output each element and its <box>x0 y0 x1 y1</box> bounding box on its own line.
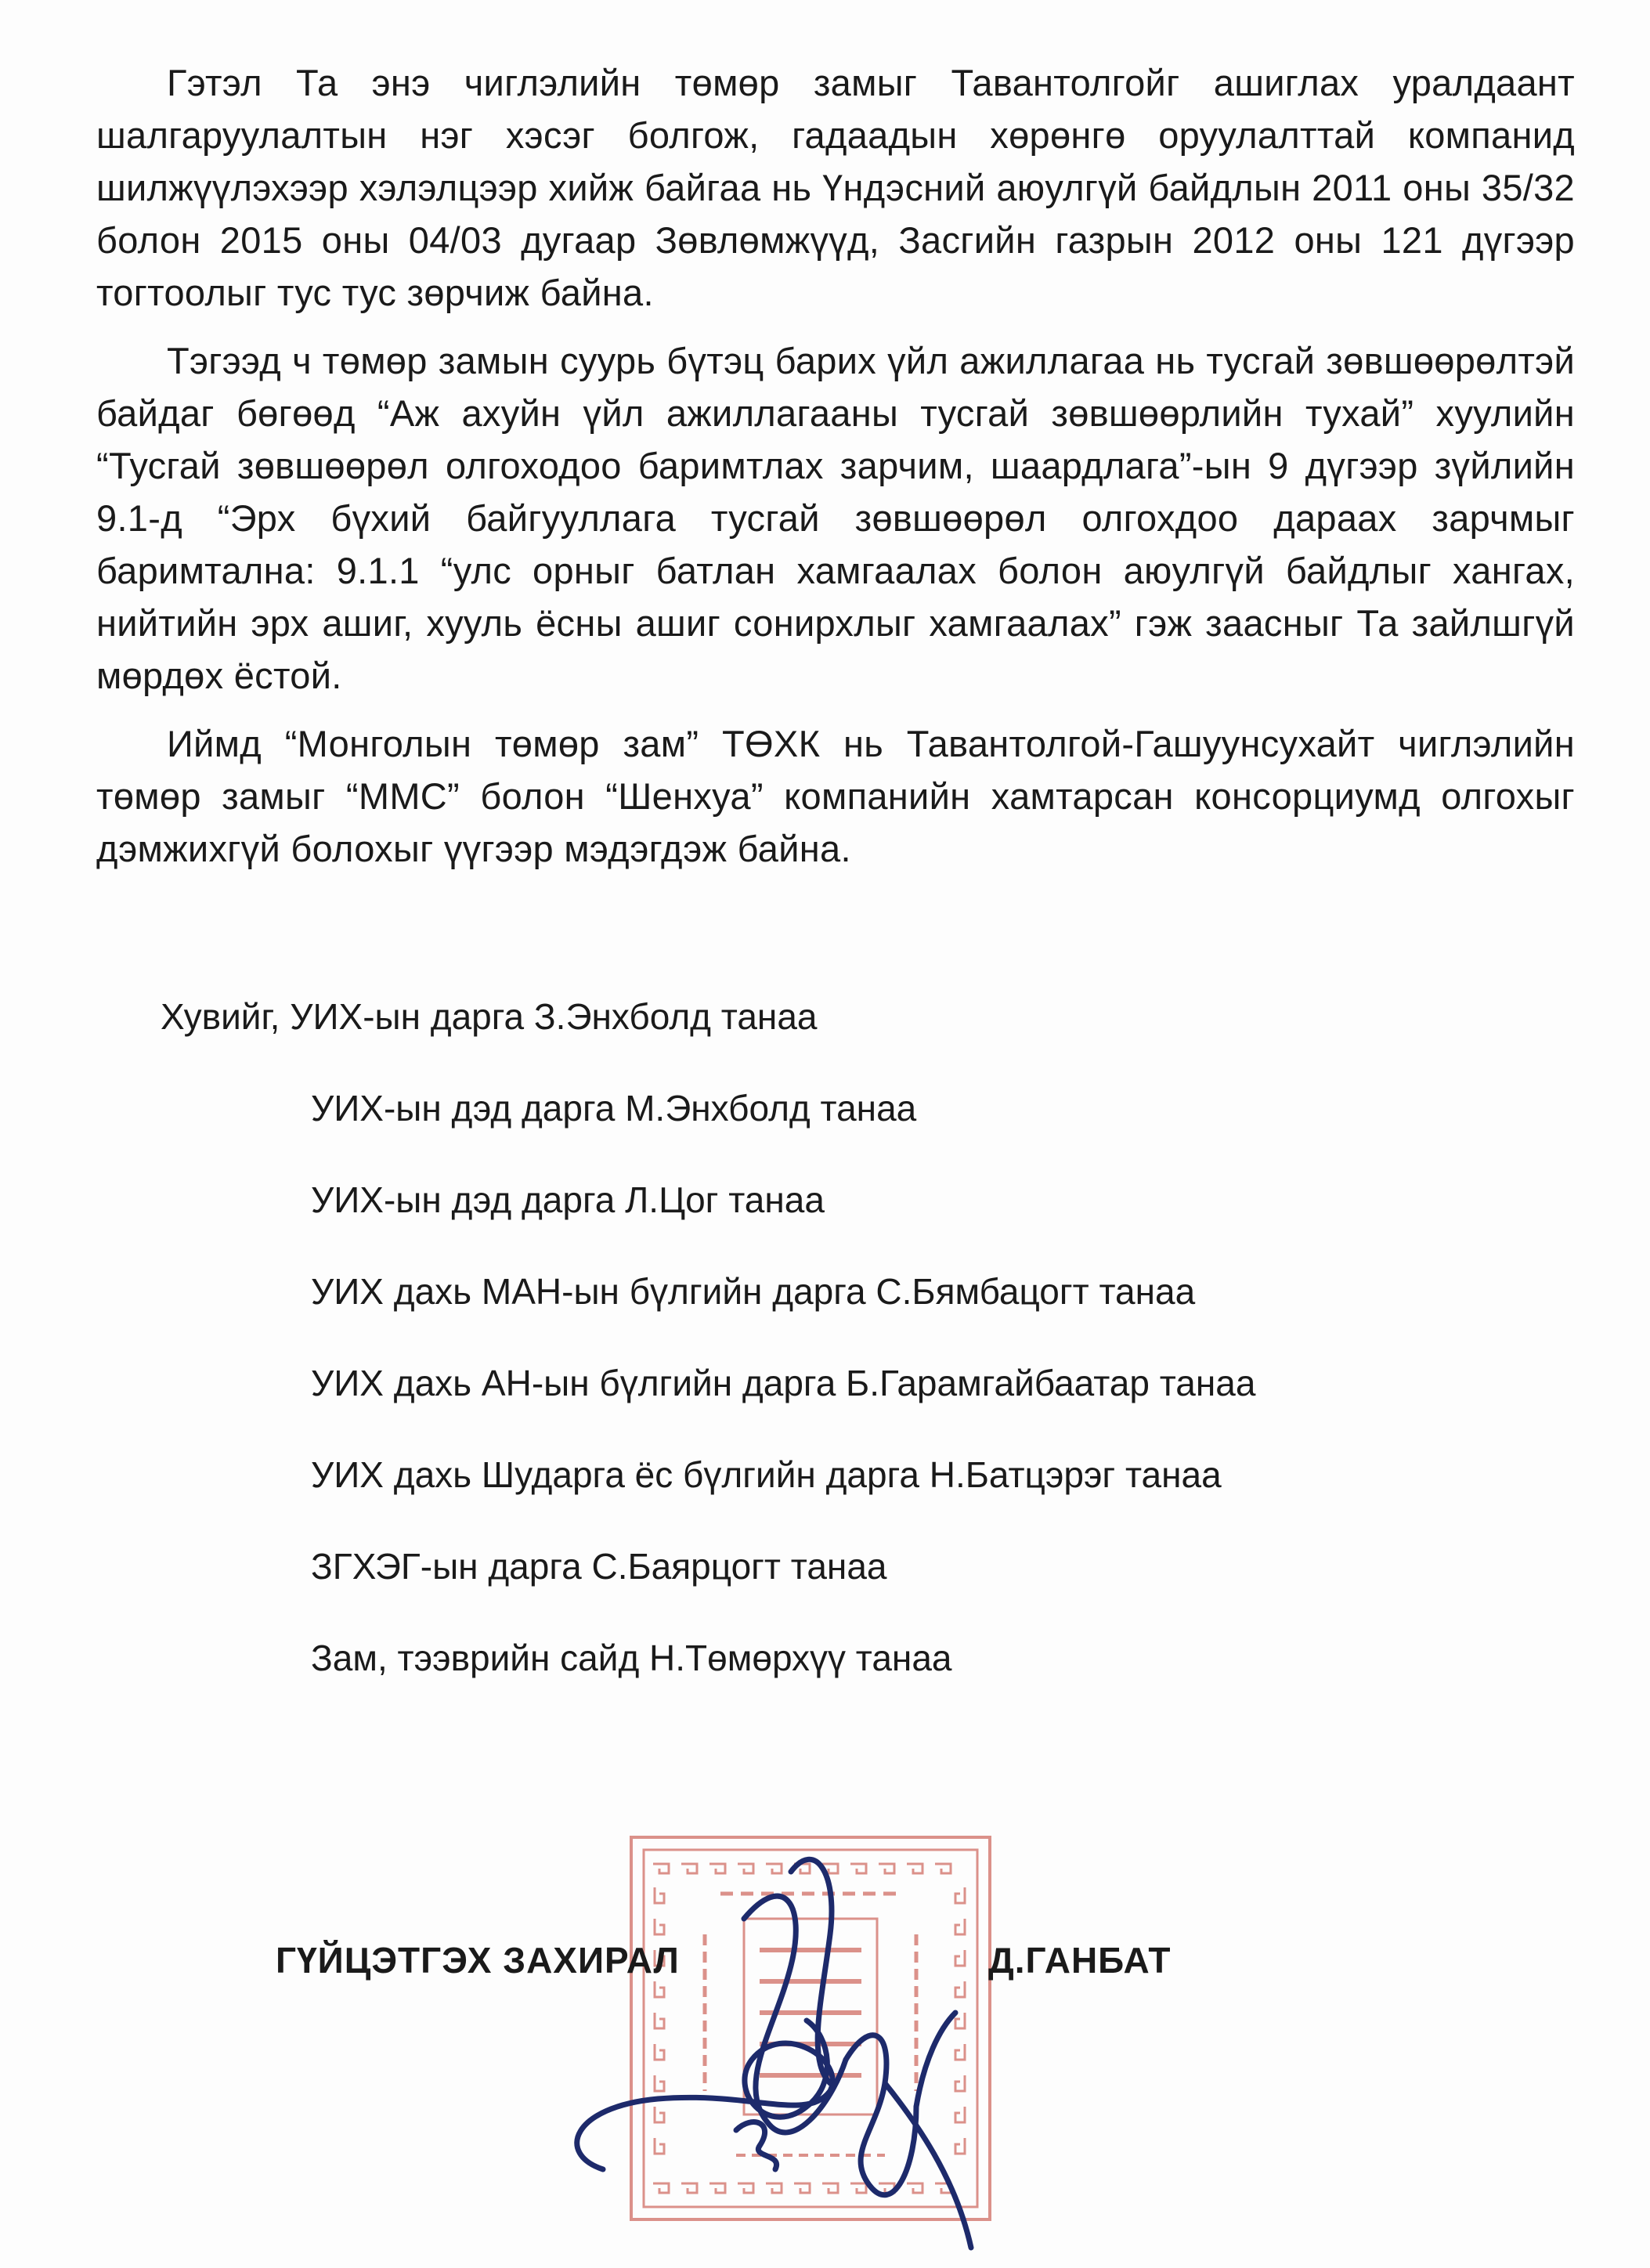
letter-body <box>96 56 1575 890</box>
signatory-name: Д.ГАНБАТ <box>988 1940 1172 1981</box>
recipient-item: Зам, тээврийн сайд Н.Төмөрхүү танаа <box>311 1638 952 1678</box>
signature-block <box>0 1801 1650 2268</box>
paragraph-2: Тэгээд ч төмөр замын суурь бүтэц барих үйл ажиллагаа нь тусгай зөвшөөрөлтэй байдаг бөгөөд “Аж ахуйн үйл ажиллагааны тусгай зөвшөөрлийн тухай” хуулийн “Тусгай зөвшөөрөл олгоходоо баримтлах зарчим, шаардлага”-ын 9 дүгээр зүйлийн 9.1-д “Эрх бүхий байгууллага тусгай зөвшөөрөл олгохдоо дараах зарчмыг баримтална: 9.1.1 “улс орныг батлан хамгаалах болон аюулгүй байдлыг хангах, нийтийн эрх ашиг, хууль ёсны ашиг сонирхлыг хамгаалах” гэж заасныг Та зайлшгүй мөрдөх ёстой. <box>96 340 1575 696</box>
recipient-item: УИХ дахь МАН-ын бүлгийн дарга С.Бямбацогт танаа <box>311 1271 1196 1312</box>
paragraph-3: Иймд “Монголын төмөр зам” ТӨХК нь Тавантолгой-Гашуунсухайт чиглэлийн төмөр замыг “ММС” болон “Шенхуа” компанийн хамтарсан консорциумд олгохыг дэмжихгүй болохыг үүгээр мэдэгдэж байна. <box>96 723 1575 869</box>
signatory-title: ГҮЙЦЭТГЭХ ЗАХИРАЛ <box>276 1940 680 1981</box>
copy-recipients-list <box>161 971 1492 1704</box>
paragraph-1: Гэтэл Та энэ чиглэлийн төмөр замыг Тавантолгойг ашиглах уралдаант шалгаруулалтын нэг хэсэг болгож, гадаадын хөрөнгө оруулалттай компанид шилжүүлэхээр хэлэлцээр хийж байгаа нь Үндэсний аюулгүй байдлын 2011 оны 35/32 болон 2015 оны 04/03 дугаар Зөвлөмжүүд, Засгийн газрын 2012 оны 121 дүгээр тогтоолыг тус тус зөрчиж байна. <box>96 62 1575 313</box>
recipient-lead: Хувийг, УИХ-ын дарга З.Энхболд танаа <box>161 996 818 1037</box>
recipient-item: УИХ-ын дэд дарга Л.Цог танаа <box>311 1179 825 1220</box>
recipient-item: ЗГХЭГ-ын дарга С.Баярцогт танаа <box>311 1546 887 1587</box>
recipient-item: УИХ-ын дэд дарга М.Энхболд танаа <box>311 1088 917 1129</box>
handwritten-signature <box>548 1825 987 2263</box>
recipient-item: УИХ дахь Шударга ёс бүлгийн дарга Н.Батцэрэг танаа <box>311 1454 1222 1495</box>
recipient-item: УИХ дахь АН-ын бүлгийн дарга Б.Гарамгайбаатар танаа <box>311 1363 1256 1403</box>
